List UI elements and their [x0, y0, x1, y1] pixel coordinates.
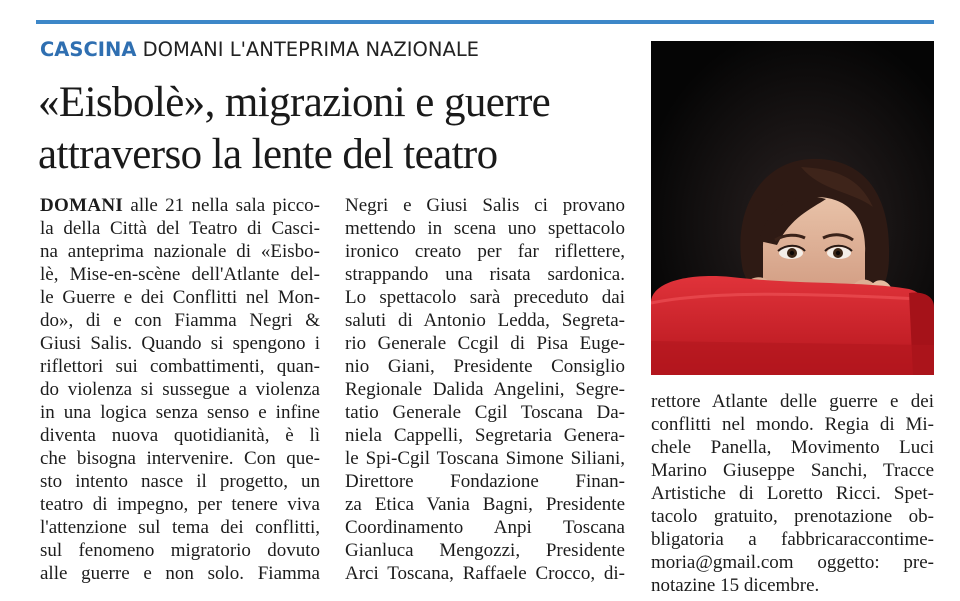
- body-line: Coordinamento Anpi Toscana: [345, 517, 625, 538]
- body-line: Regionale Dalida Angelini, Segre-: [345, 379, 625, 400]
- body-line: ironico creato per far riflettere,: [345, 241, 625, 262]
- headline: [38, 77, 638, 181]
- body-line: na anteprima nazionale di «Eisbo-: [40, 241, 320, 262]
- body-line: teatro di impegno, per tenere viva: [40, 494, 320, 515]
- body-line: Giusi Salis. Quando si spengono i: [40, 333, 320, 354]
- body-line: le Guerre e dei Conflitti nel Mon-: [40, 287, 320, 308]
- body-line: bligatoria a fabbricaraccontime-: [651, 529, 934, 550]
- body-line: Artistiche di Loretto Ricci. Spet-: [651, 483, 934, 504]
- body-line: saluti di Antonio Ledda, Segreta-: [345, 310, 625, 331]
- kicker-location: CASCINA: [40, 38, 137, 61]
- top-rule: [36, 20, 934, 24]
- body-line: la della Città del Teatro di Casci-: [40, 218, 320, 239]
- body-line: rio Generale Ccgil di Pisa Euge-: [345, 333, 625, 354]
- body-line: Negri e Giusi Salis ci provano: [345, 195, 625, 216]
- body-line: nio Giani, Presidente Consiglio: [345, 356, 625, 377]
- body-line: mettendo in scena uno spettacolo: [345, 218, 625, 239]
- body-line: lè, Mise-en-scène dell'Atlante del-: [40, 264, 320, 285]
- body-line: do», di e con Fiamma Negri &: [40, 310, 320, 331]
- body-line: conflitti nel mondo. Regia di Mi-: [651, 414, 934, 435]
- headline-line-2: attraverso la lente del teatro: [38, 131, 498, 178]
- body-line: tatio Generale Cgil Toscana Da-: [345, 402, 625, 423]
- body-line: le Spi-Cgil Toscana Simone Siliani,: [345, 448, 625, 469]
- body-line: Direttore Fondazione Finan-: [345, 471, 625, 492]
- body-line: riflettori sui combattimenti, quan-: [40, 356, 320, 377]
- body-line: za Etica Vania Bagni, Presidente: [345, 494, 625, 515]
- body-line: sul fenomeno migratorio dovuto: [40, 540, 320, 561]
- body-line: chele Panella, Movimento Luci: [651, 437, 934, 458]
- body-line: Marino Giuseppe Sanchi, Tracce: [651, 460, 934, 481]
- body-line: rettore Atlante delle guerre e dei: [651, 391, 934, 412]
- body-line: tacolo gratuito, prenotazione ob-: [651, 506, 934, 527]
- body-line: moria@gmail.com oggetto: pre-: [651, 552, 934, 573]
- kicker: [40, 37, 479, 63]
- headline-line-1: «Eisbolè», migrazioni e guerre: [38, 79, 551, 126]
- lead-word: DOMANI: [40, 195, 124, 216]
- body-line: notazine 15 dicembre.: [651, 575, 820, 596]
- body-line: Gianluca Mengozzi, Presidente: [345, 540, 625, 561]
- body-line: sto intento nasce il progetto, un: [40, 471, 320, 492]
- body-line: in una logica senza senso e infine: [40, 402, 320, 423]
- body-line: Arci Toscana, Raffaele Crocco, di-: [345, 563, 625, 584]
- body-line: niela Cappelli, Segretaria Genera-: [345, 425, 625, 446]
- body-line: DOMANI alle 21 nella sala picco-: [40, 195, 320, 216]
- kicker-subtitle: DOMANI L'ANTEPRIMA NAZIONALE: [142, 38, 480, 61]
- article-column-2: [345, 194, 625, 585]
- body-line: che bisogna intervenire. Con que-: [40, 448, 320, 469]
- body-line: l'attenzione sul tema dei conflitti,: [40, 517, 320, 538]
- article-column-3: [651, 390, 934, 597]
- article-column-1: [40, 194, 320, 585]
- body-line: Lo spettacolo sarà preceduto dai: [345, 287, 625, 308]
- body-line: do violenza si sussegue a violenza: [40, 379, 320, 400]
- body-line: diventa nuova quotidianità, è lì: [40, 425, 320, 446]
- body-line: alle guerre e non solo. Fiamma: [40, 563, 320, 584]
- body-line: strappando una risata sardonica.: [345, 264, 625, 285]
- article-photo: [651, 41, 934, 375]
